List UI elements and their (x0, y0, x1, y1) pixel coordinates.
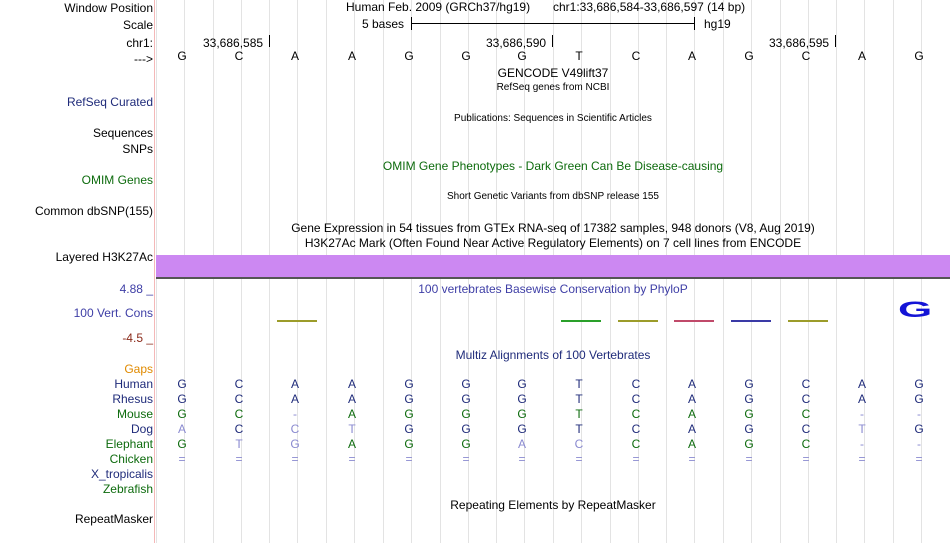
publications-title: Publications: Sequences in Scientific Articles (454, 113, 652, 124)
aligned-base: - (860, 437, 864, 451)
cons-mark (731, 320, 771, 322)
aligned-base: T (575, 377, 583, 391)
scale-bar-left-tick (411, 17, 412, 30)
aligned-base: G (404, 392, 414, 406)
species-label[interactable]: Chicken (109, 452, 153, 466)
chrom-label: chr1: (126, 36, 153, 50)
species-label[interactable]: Zebrafish (102, 482, 153, 496)
reference-base: G (914, 49, 924, 63)
track-label-gaps[interactable]: Gaps (124, 362, 153, 376)
species-label[interactable]: X_tropicalis (90, 467, 153, 481)
aligned-base: G (517, 377, 527, 391)
aligned-base: = (745, 452, 753, 466)
reference-base: G (517, 49, 527, 63)
aligned-base: G (517, 392, 527, 406)
species-label[interactable]: Rhesus (112, 392, 153, 406)
aligned-base: T (235, 437, 243, 451)
aligned-base: A (177, 422, 186, 436)
gtex-title: Gene Expression in 54 tissues from GTEx RNA-seq of 17382 samples, 948 donors (V8, Aug 2019) (291, 221, 815, 235)
aligned-base: A (687, 422, 696, 436)
multiz-title: Multiz Alignments of 100 Vertebrates (455, 348, 651, 362)
species-label[interactable]: Human (114, 377, 153, 391)
aligned-base: G (404, 422, 414, 436)
cons-letter-logo: G (898, 297, 933, 322)
aligned-base: - (293, 407, 297, 421)
aligned-base: G (744, 437, 754, 451)
reference-base: G (177, 49, 187, 63)
aligned-base: - (860, 407, 864, 421)
aligned-base: C (574, 437, 584, 451)
reference-base: A (687, 49, 696, 63)
window-position-label: Window Position (64, 1, 153, 15)
reference-base: G (404, 49, 414, 63)
aligned-base: G (461, 422, 471, 436)
aligned-base: G (177, 377, 187, 391)
aligned-base: = (575, 452, 583, 466)
aligned-base: A (857, 377, 866, 391)
scale-bases: 5 bases (362, 17, 405, 31)
aligned-base: C (801, 407, 811, 421)
aligned-base: G (461, 407, 471, 421)
coord-tick-mark-1 (269, 35, 270, 47)
aligned-base: A (290, 392, 299, 406)
reference-base: G (744, 49, 754, 63)
aligned-base: C (801, 437, 811, 451)
scale-label: Scale (122, 18, 153, 32)
reference-base: C (801, 49, 811, 63)
aligned-base: = (235, 452, 243, 466)
cons-mark (277, 320, 317, 322)
aligned-base: = (688, 452, 696, 466)
aligned-base: C (290, 422, 300, 436)
omim-title: OMIM Gene Phenotypes - Dark Green Can Be Disease-causing (382, 159, 724, 173)
aligned-base: A (290, 377, 299, 391)
cons-mark (788, 320, 828, 322)
scale-bar-right-tick (694, 17, 695, 30)
reference-base: C (234, 49, 244, 63)
species-label[interactable]: Dog (130, 422, 153, 436)
cons-max-value: 4.88 _ (119, 282, 153, 296)
track-label-refseq[interactable]: RefSeq Curated (66, 95, 153, 109)
cons-mark (561, 320, 601, 322)
coord-tick-1: 33,686,585 (203, 36, 264, 50)
aligned-base: A (347, 392, 356, 406)
aligned-base: G (744, 422, 754, 436)
aligned-base: G (404, 437, 414, 451)
aligned-base: T (348, 422, 356, 436)
aligned-base: A (687, 392, 696, 406)
aligned-base: G (744, 392, 754, 406)
h3k27ac-signal[interactable] (156, 255, 950, 279)
gencode-title[interactable]: GENCODE V49lift37 (497, 66, 609, 80)
aligned-base: = (462, 452, 470, 466)
assembly-title: Human Feb. 2009 (GRCh37/hg19) (346, 0, 531, 14)
aligned-base: = (802, 452, 810, 466)
aligned-base: T (575, 407, 583, 421)
aligned-base: - (917, 407, 921, 421)
aligned-base: C (631, 377, 641, 391)
track-label-repeatmasker[interactable]: RepeatMasker (74, 512, 153, 526)
coord-tick-3: 33,686,595 (769, 36, 830, 50)
aligned-base: A (517, 437, 526, 451)
aligned-base: = (632, 452, 640, 466)
aligned-base: A (687, 377, 696, 391)
aligned-base: G (914, 392, 924, 406)
aligned-base: C (631, 422, 641, 436)
aligned-base: C (801, 422, 811, 436)
aligned-base: G (914, 422, 924, 436)
aligned-base: G (461, 437, 471, 451)
cons-min-value: -4.5 _ (122, 331, 153, 345)
track-label-h3k27ac[interactable]: Layered H3K27Ac (55, 250, 153, 264)
track-label-snps[interactable]: SNPs (122, 142, 153, 156)
reference-base: A (857, 49, 866, 63)
refseq-title: RefSeq genes from NCBI (496, 82, 610, 93)
reference-base: C (631, 49, 641, 63)
scale-bar (411, 23, 694, 24)
aligned-base: G (744, 377, 754, 391)
aligned-base: = (178, 452, 186, 466)
dbsnp-title: Short Genetic Variants from dbSNP release 155 (447, 191, 659, 202)
aligned-base: G (404, 407, 414, 421)
aligned-base: A (687, 437, 696, 451)
species-label[interactable]: Elephant (105, 437, 153, 451)
aligned-base: G (177, 437, 187, 451)
aligned-base: C (801, 392, 811, 406)
strand-label: ---> (134, 52, 153, 66)
aligned-base: G (290, 437, 300, 451)
cons-mark (618, 320, 658, 322)
aligned-base: = (405, 452, 413, 466)
aligned-base: C (234, 377, 244, 391)
aligned-base: A (347, 437, 356, 451)
aligned-base: = (291, 452, 299, 466)
species-label[interactable]: Mouse (116, 407, 153, 421)
reference-base: G (461, 49, 471, 63)
track-label-omim[interactable]: OMIM Genes (81, 173, 153, 187)
aligned-base: A (687, 407, 696, 421)
track-label-sequences[interactable]: Sequences (92, 126, 153, 140)
coord-tick-mark-3 (835, 35, 836, 47)
scale-assembly: hg19 (704, 17, 731, 31)
aligned-base: G (177, 407, 187, 421)
aligned-base: C (234, 407, 244, 421)
track-label-dbsnp[interactable]: Common dbSNP(155) (34, 204, 153, 218)
repeat-title: Repeating Elements by RepeatMasker (450, 498, 656, 512)
aligned-base: C (234, 422, 244, 436)
aligned-base: C (631, 392, 641, 406)
aligned-base: G (744, 407, 754, 421)
coord-tick-mark-2 (552, 35, 553, 47)
aligned-base: C (631, 437, 641, 451)
aligned-base: C (801, 377, 811, 391)
reference-base: A (290, 49, 299, 63)
aligned-base: T (575, 392, 583, 406)
aligned-base: G (517, 422, 527, 436)
track-label-cons[interactable]: 100 Vert. Cons (73, 306, 153, 320)
aligned-base: = (915, 452, 923, 466)
aligned-base: C (631, 407, 641, 421)
position-readout: chr1:33,686,584-33,686,597 (14 bp) (553, 0, 746, 14)
aligned-base: - (917, 437, 921, 451)
aligned-base: G (517, 407, 527, 421)
reference-base: T (575, 49, 583, 63)
aligned-base: G (914, 377, 924, 391)
cons-mark (674, 320, 714, 322)
aligned-base: = (348, 452, 356, 466)
aligned-base: C (234, 392, 244, 406)
aligned-base: T (575, 422, 583, 436)
aligned-base: A (857, 392, 866, 406)
reference-base: A (347, 49, 356, 63)
coord-tick-2: 33,686,590 (486, 36, 547, 50)
aligned-base: A (347, 377, 356, 391)
label-gutter-divider (154, 0, 155, 543)
aligned-base: G (404, 377, 414, 391)
aligned-base: T (858, 422, 866, 436)
aligned-base: = (858, 452, 866, 466)
aligned-base: = (518, 452, 526, 466)
aligned-base: G (177, 392, 187, 406)
aligned-base: G (461, 392, 471, 406)
aligned-base: G (461, 377, 471, 391)
cons-title: 100 vertebrates Basewise Conservation by PhyloP (418, 282, 688, 296)
h3k27ac-title: H3K27Ac Mark (Often Found Near Active Regulatory Elements) on 7 cell lines from ENCODE (304, 236, 802, 250)
aligned-base: A (347, 407, 356, 421)
